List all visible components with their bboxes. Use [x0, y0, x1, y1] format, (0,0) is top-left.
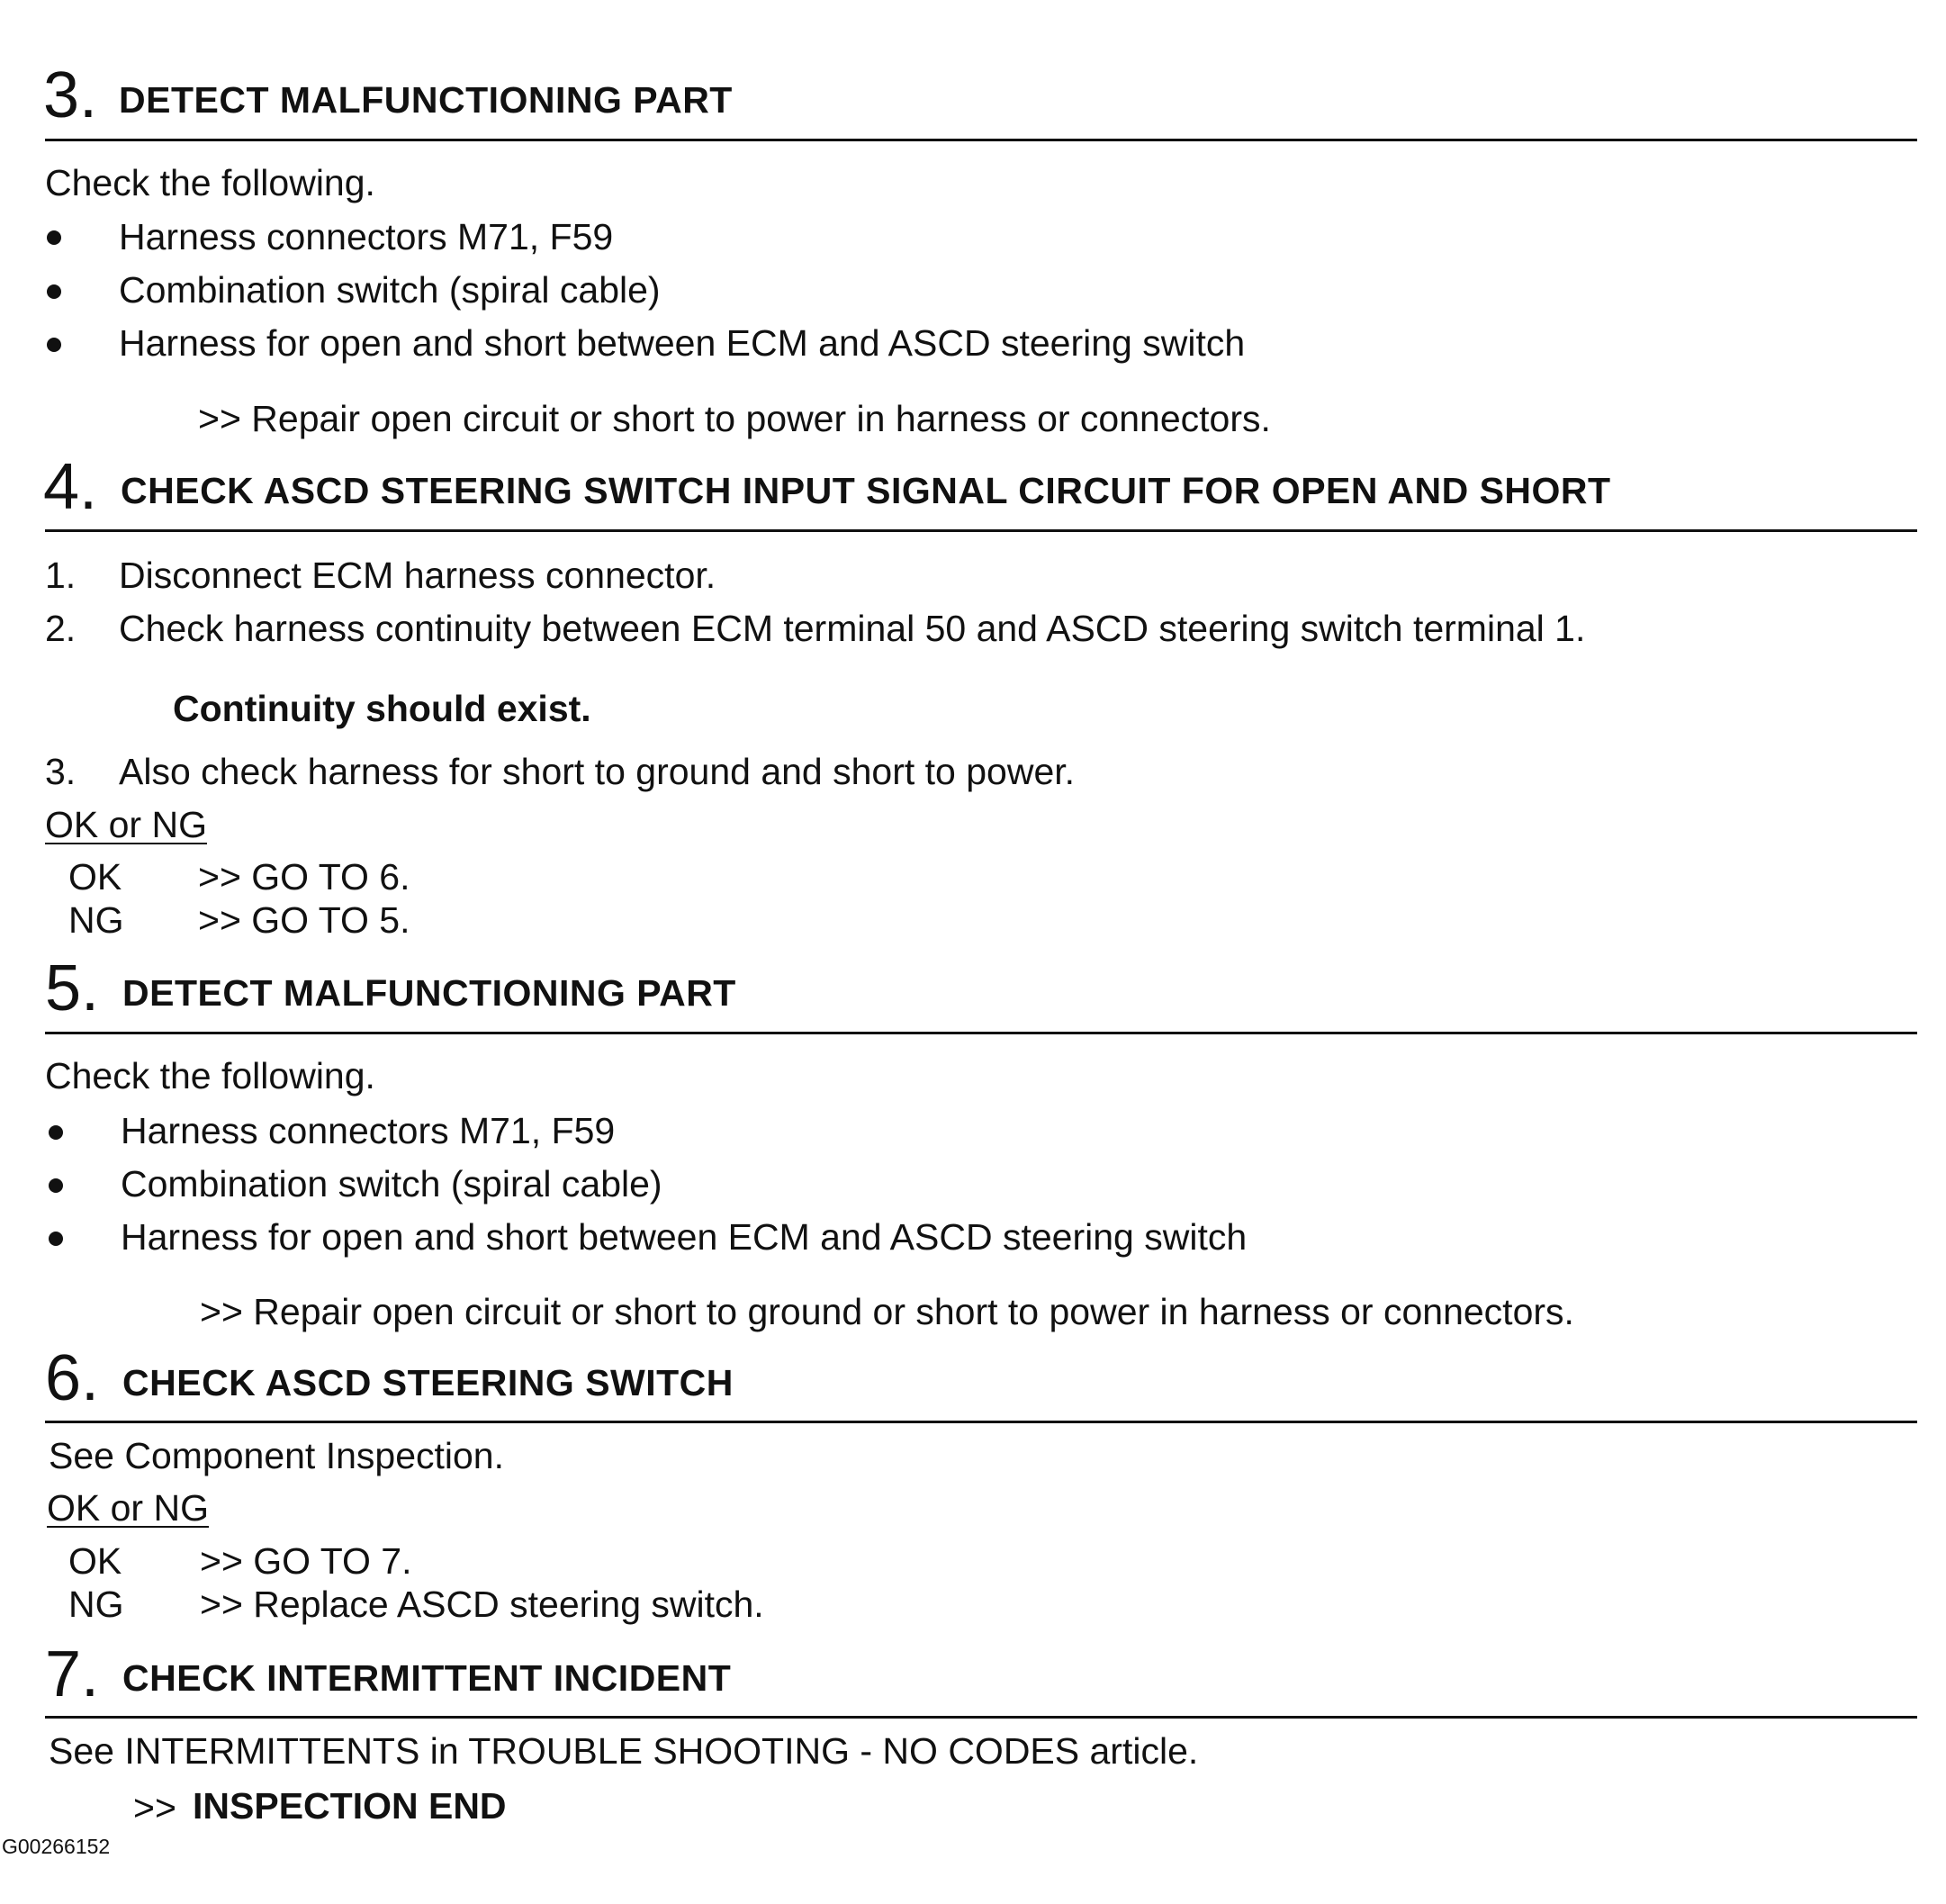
bullet-icon [47, 284, 61, 299]
step-4-ok-action: >> GO TO 6. [198, 856, 410, 898]
step-6-ok-action: >> GO TO 7. [200, 1540, 412, 1582]
step-3-rule [45, 139, 1917, 141]
step-3-intro: Check the following. [45, 162, 375, 203]
step-4-ng-label: NG [68, 899, 124, 941]
step-4-item-2-text: Check harness continuity between ECM terminal 50 and ASCD steering switch terminal 1. [119, 608, 1586, 649]
step-6-title: CHECK ASCD STEERING SWITCH [122, 1362, 734, 1403]
step-5-intro: Check the following. [45, 1055, 375, 1096]
step-4-item-1-num: 1. [45, 555, 77, 596]
step-4-item-3-text: Also check harness for short to ground and short to power. [119, 751, 1076, 792]
step-5-title: DETECT MALFUNCTIONING PART [122, 972, 736, 1014]
step-5-number: 5. [45, 952, 100, 1024]
step-4-note: Continuity should exist. [173, 688, 591, 729]
step-7-title: CHECK INTERMITTENT INCIDENT [122, 1657, 732, 1699]
figure-id: G00266152 [2, 1835, 111, 1858]
step-4-ok-ng-heading: OK or NG [45, 804, 207, 845]
step-4-item-3-num: 3. [45, 751, 77, 792]
step-7-end-text: INSPECTION END [193, 1785, 507, 1827]
step-4-item-2-num: 2. [45, 608, 77, 649]
step-7-number: 7. [45, 1638, 100, 1710]
step-4-ok-label: OK [68, 856, 122, 898]
step-6-intro: See Component Inspection. [49, 1435, 504, 1476]
step-5-rule [45, 1032, 1917, 1034]
step-5-bullet-1: Harness connectors M71, F59 [121, 1110, 616, 1151]
step-3-bullet-1: Harness connectors M71, F59 [119, 216, 614, 257]
step-3-title: DETECT MALFUNCTIONING PART [119, 79, 733, 121]
step-6-ok-ng-heading: OK or NG [47, 1487, 209, 1529]
step-6-ng-label: NG [68, 1584, 124, 1625]
step-6-number: 6. [45, 1342, 100, 1414]
step-7-intro: See INTERMITTENTS in TROUBLE SHOOTING - NO CODES article. [49, 1730, 1199, 1772]
step-3-result: >> Repair open circuit or short to power in harness or connectors. [198, 398, 1271, 439]
step-6-rule [45, 1421, 1917, 1423]
bullet-icon [49, 1125, 63, 1140]
step-4-rule [45, 529, 1917, 532]
step-6-ok-label: OK [68, 1540, 122, 1582]
step-3-bullet-3: Harness for open and short between ECM and ASCD steering switch [119, 322, 1246, 364]
step-5-bullet-2: Combination switch (spiral cable) [121, 1163, 662, 1205]
step-7-end-prefix: >> [133, 1787, 176, 1828]
step-7-rule [45, 1716, 1917, 1719]
step-5-result: >> Repair open circuit or short to ground or short to power in harness or connectors. [200, 1291, 1574, 1332]
step-4-title: CHECK ASCD STEERING SWITCH INPUT SIGNAL CIRCUIT FOR OPEN AND SHORT [121, 470, 1611, 511]
step-3-number: 3. [43, 59, 98, 131]
step-6-ng-action: >> Replace ASCD steering switch. [200, 1584, 764, 1625]
bullet-icon [47, 338, 61, 352]
step-4-item-1-text: Disconnect ECM harness connector. [119, 555, 716, 596]
step-3-bullet-2: Combination switch (spiral cable) [119, 269, 661, 311]
bullet-icon [47, 230, 61, 245]
step-4-number: 4. [43, 451, 98, 523]
bullet-icon [49, 1178, 63, 1193]
bullet-icon [49, 1232, 63, 1246]
step-5-bullet-3: Harness for open and short between ECM and ASCD steering switch [121, 1216, 1248, 1258]
step-4-ng-action: >> GO TO 5. [198, 899, 410, 941]
